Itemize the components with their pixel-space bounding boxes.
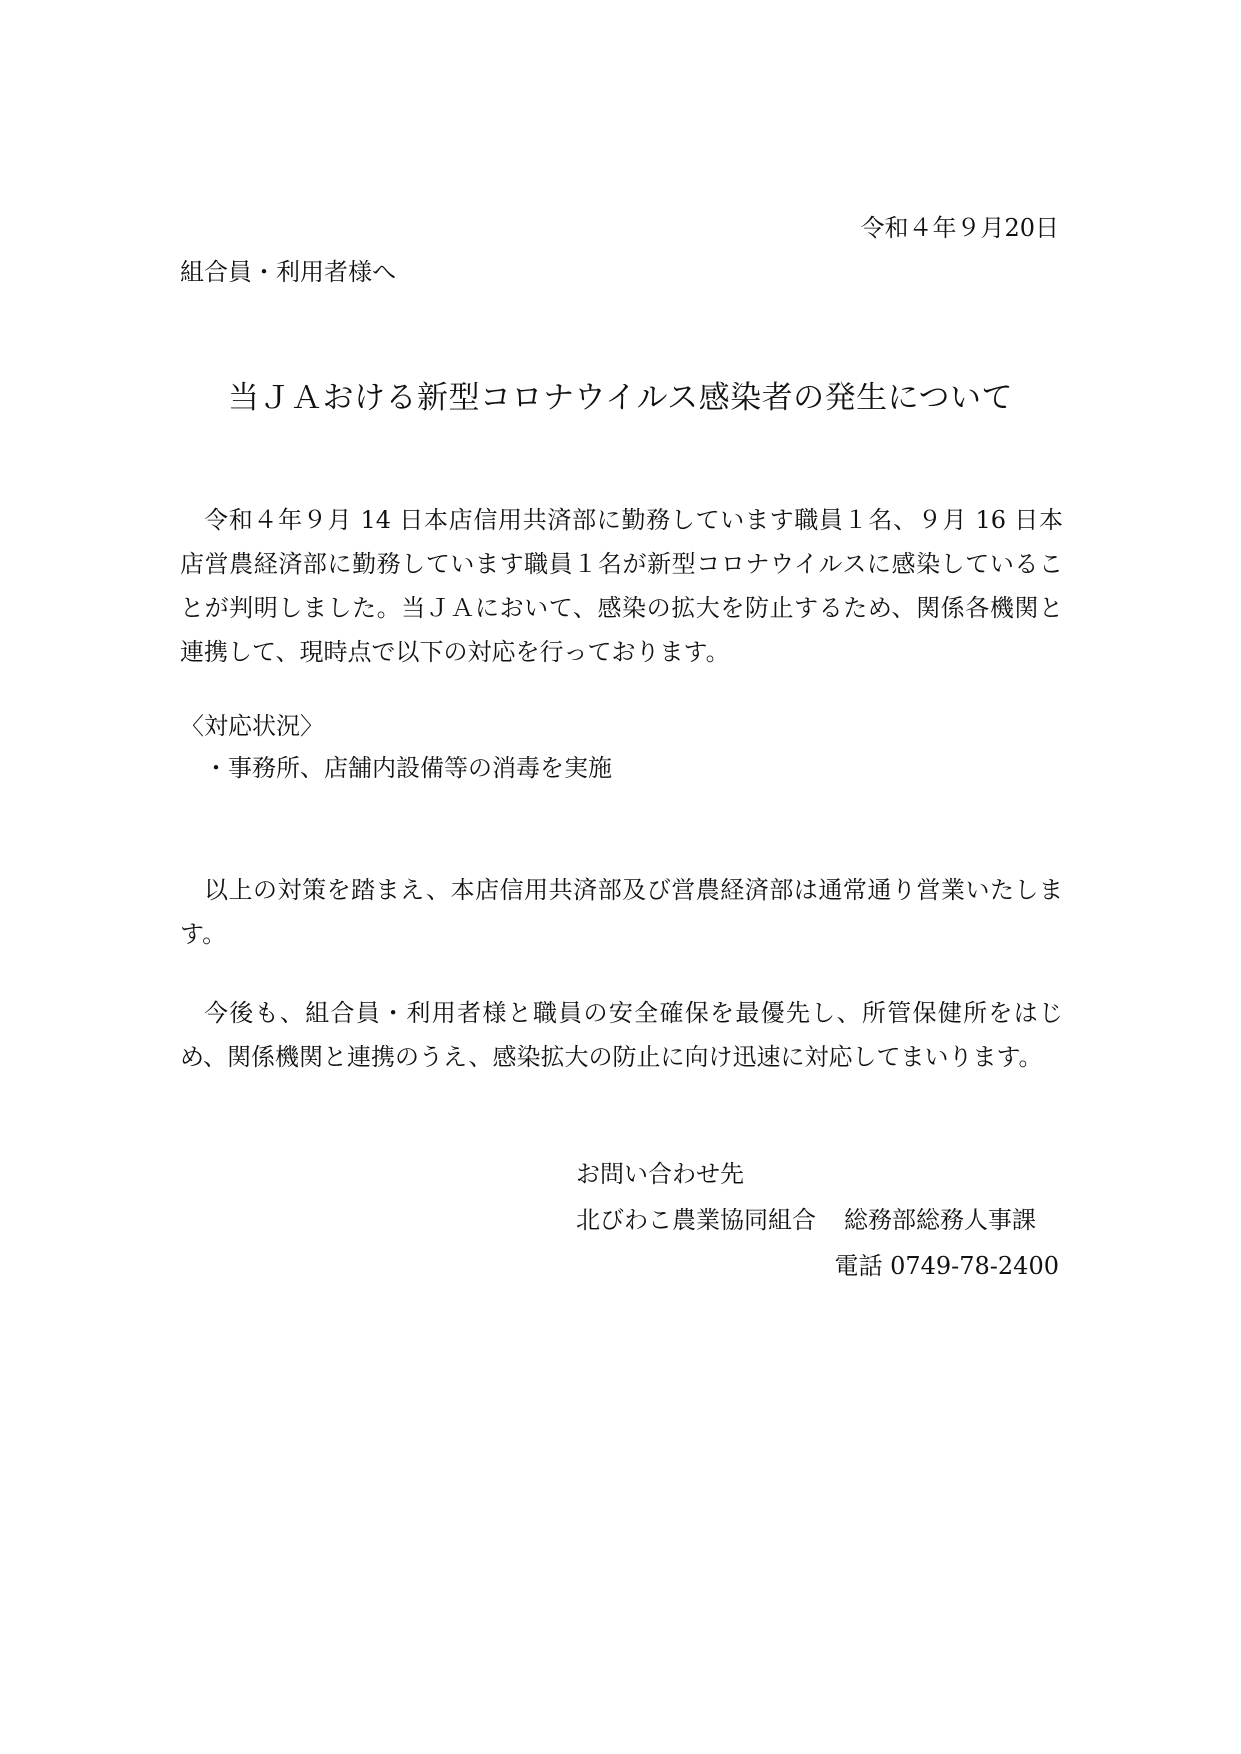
contact-organization-line xyxy=(576,1204,1036,1236)
business-continuity-paragraph: 以上の対策を踏まえ、本店信用共済部及び営農経済部は通常通り営業いたします。 xyxy=(180,876,1063,948)
future-response-paragraph: 今後も、組合員・利用者様と職員の安全確保を最優先し、所管保健所をはじめ、関係機関と連携のうえ、感染拡大の防止に向け迅速に対応してまいります。 xyxy=(180,999,1063,1071)
notice-paragraph: 令和４年９月 14 日本店信用共済部に勤務しています職員１名、９月 16 日本店営農経済部に勤務しています職員１名が新型コロナウイルスに感染していることが判明しました。当ＪＡにおいて、感染の拡大を防止するため、関係各機関と連携して、現時点で以下の対応を行っております。 xyxy=(180,506,1063,666)
status-list-item: ・事務所、店舗内設備等の消毒を実施 xyxy=(204,754,612,782)
status-heading: 〈対応状況〉 xyxy=(180,712,324,740)
document-title: 当ＪＡおける新型コロナウイルス感染者の発生について xyxy=(227,380,1014,416)
contact-label: お問い合わせ先 xyxy=(576,1160,744,1188)
addressee: 組合員・利用者様へ xyxy=(180,258,396,286)
contact-organization: 北びわこ農業協同組合 xyxy=(576,1206,816,1234)
contact-phone: 電話 0749-78-2400 xyxy=(834,1252,1059,1280)
document-date: 令和４年９月20日 xyxy=(860,214,1059,242)
contact-department: 総務部総務人事課 xyxy=(844,1206,1036,1234)
